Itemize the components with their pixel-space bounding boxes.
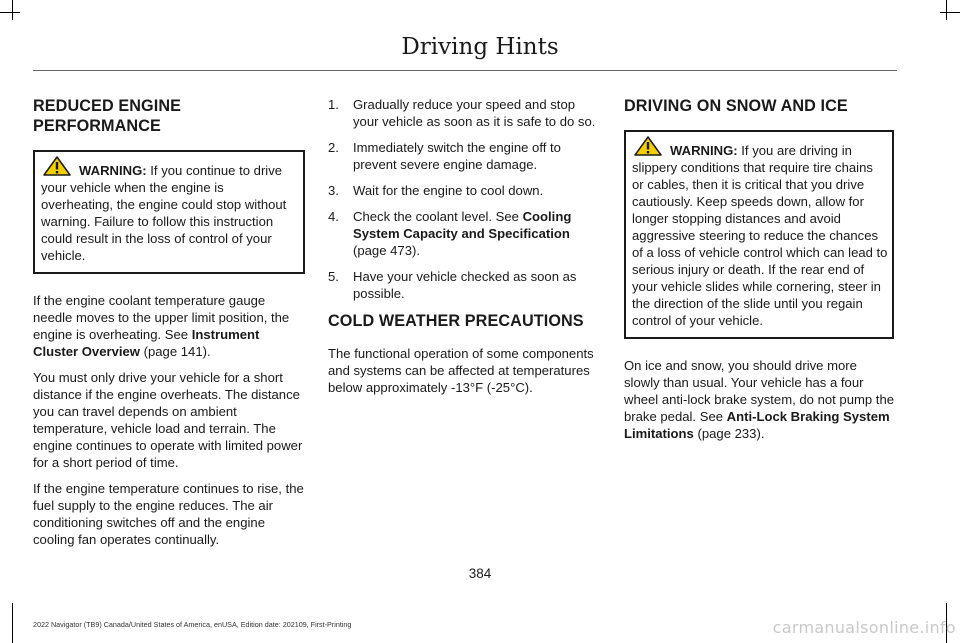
list-item [328, 139, 604, 173]
page-title: Driving Hints [401, 34, 559, 60]
cross-reference-link[interactable]: Instrument Cluster Overview [33, 327, 260, 359]
step-number: 4. [328, 209, 339, 224]
step-text: Have your vehicle checked as soon as possible. [353, 269, 577, 301]
step-text: Check the coolant level. See [353, 209, 523, 224]
warning-box [624, 130, 894, 339]
step-number: 3. [328, 183, 339, 198]
section-heading-driving-on-snow-and-ice: DRIVING ON SNOW AND ICE [624, 97, 848, 115]
warning-text: If you continue to drive your vehicle when the engine is overheating, the engine could stop without warning. Failure to follow this instruction could result in the loss of control of your vehicle. [41, 163, 287, 263]
paragraph [33, 292, 305, 360]
paragraph [624, 357, 894, 442]
warning-triangle-icon [634, 136, 662, 156]
list-item [328, 268, 604, 302]
column-right [624, 96, 894, 451]
section-heading-reduced-engine-performance: REDUCED ENGINE PERFORMANCE [33, 97, 182, 135]
warning-box [33, 150, 305, 274]
page-number: 384 [468, 566, 492, 581]
warning-label: WARNING: [670, 143, 738, 158]
paragraph: If the engine temperature continues to rise, the fuel supply to the engine reduces. The air conditioning switches off and the engine cooling fan operates continually. [33, 481, 304, 547]
section-heading-cold-weather-precautions: COLD WEATHER PRECAUTIONS [328, 312, 584, 330]
step-text: Immediately switch the engine off to prevent severe engine damage. [353, 140, 561, 172]
paragraph-text: On ice and snow, you should drive more slowly than usual. Your vehicle has a four wheel anti-lock brake system, do not pump the brake pedal. See [624, 358, 895, 424]
crop-mark [0, 12, 20, 13]
list-item [328, 182, 604, 199]
footer-edition-info: 2022 Navigator (TB9) Canada/United States of America, enUSA, Edition date: 202109, First-Printing [33, 620, 352, 629]
cross-reference-link[interactable]: Anti-Lock Braking System Limitations [624, 409, 890, 441]
column-middle [328, 96, 604, 405]
watermark: carmanualsonline.info [772, 618, 956, 637]
step-text: Gradually reduce your speed and stop your vehicle as soon as it is safe to do so. [353, 97, 596, 129]
crop-mark [12, 603, 13, 643]
step-text: Wait for the engine to cool down. [353, 183, 544, 198]
column-left [33, 96, 305, 557]
steps-list [328, 96, 604, 302]
crop-mark [940, 12, 960, 13]
crop-mark [12, 0, 13, 20]
step-number: 1. [328, 97, 339, 112]
paragraph: You must only drive your vehicle for a short distance if the engine overheats. The distance you can travel depends on ambient temperature, vehicle load and terrain. The engine continues to operate with limited power for a short period of time. [33, 370, 303, 470]
step-number: 5. [328, 269, 339, 284]
warning-text: If you are driving in slippery conditions that require tire chains or cables, then it is critical that you drive cautiously. Keep speeds down, allow for longer stopping distances and avoid aggressive steering to reduce the chances of a loss of vehicle control which can lead to serious injury or death. If the rear end of your vehicle slides while cornering, steer in the direction of the slide until you regain control of your vehicle. [632, 143, 888, 328]
warning-label: WARNING: [79, 163, 147, 178]
title-divider [33, 70, 897, 71]
list-item [328, 208, 604, 259]
page-reference: (page 141). [139, 344, 211, 359]
page-reference: (page 233). [693, 426, 765, 441]
list-item [328, 96, 604, 130]
crop-mark [946, 0, 947, 20]
page-reference: (page 473). [353, 243, 420, 258]
paragraph: The functional operation of some components and systems can be affected at temperatures below approximately -13°F (-25°C). [328, 346, 594, 395]
paragraph-text: If the engine coolant temperature gauge needle moves to the upper limit position, the engine is overheating. See [33, 293, 290, 342]
warning-triangle-icon [43, 156, 71, 176]
cross-reference-link[interactable]: Cooling System Capacity and Specification [353, 209, 572, 241]
step-number: 2. [328, 140, 339, 155]
